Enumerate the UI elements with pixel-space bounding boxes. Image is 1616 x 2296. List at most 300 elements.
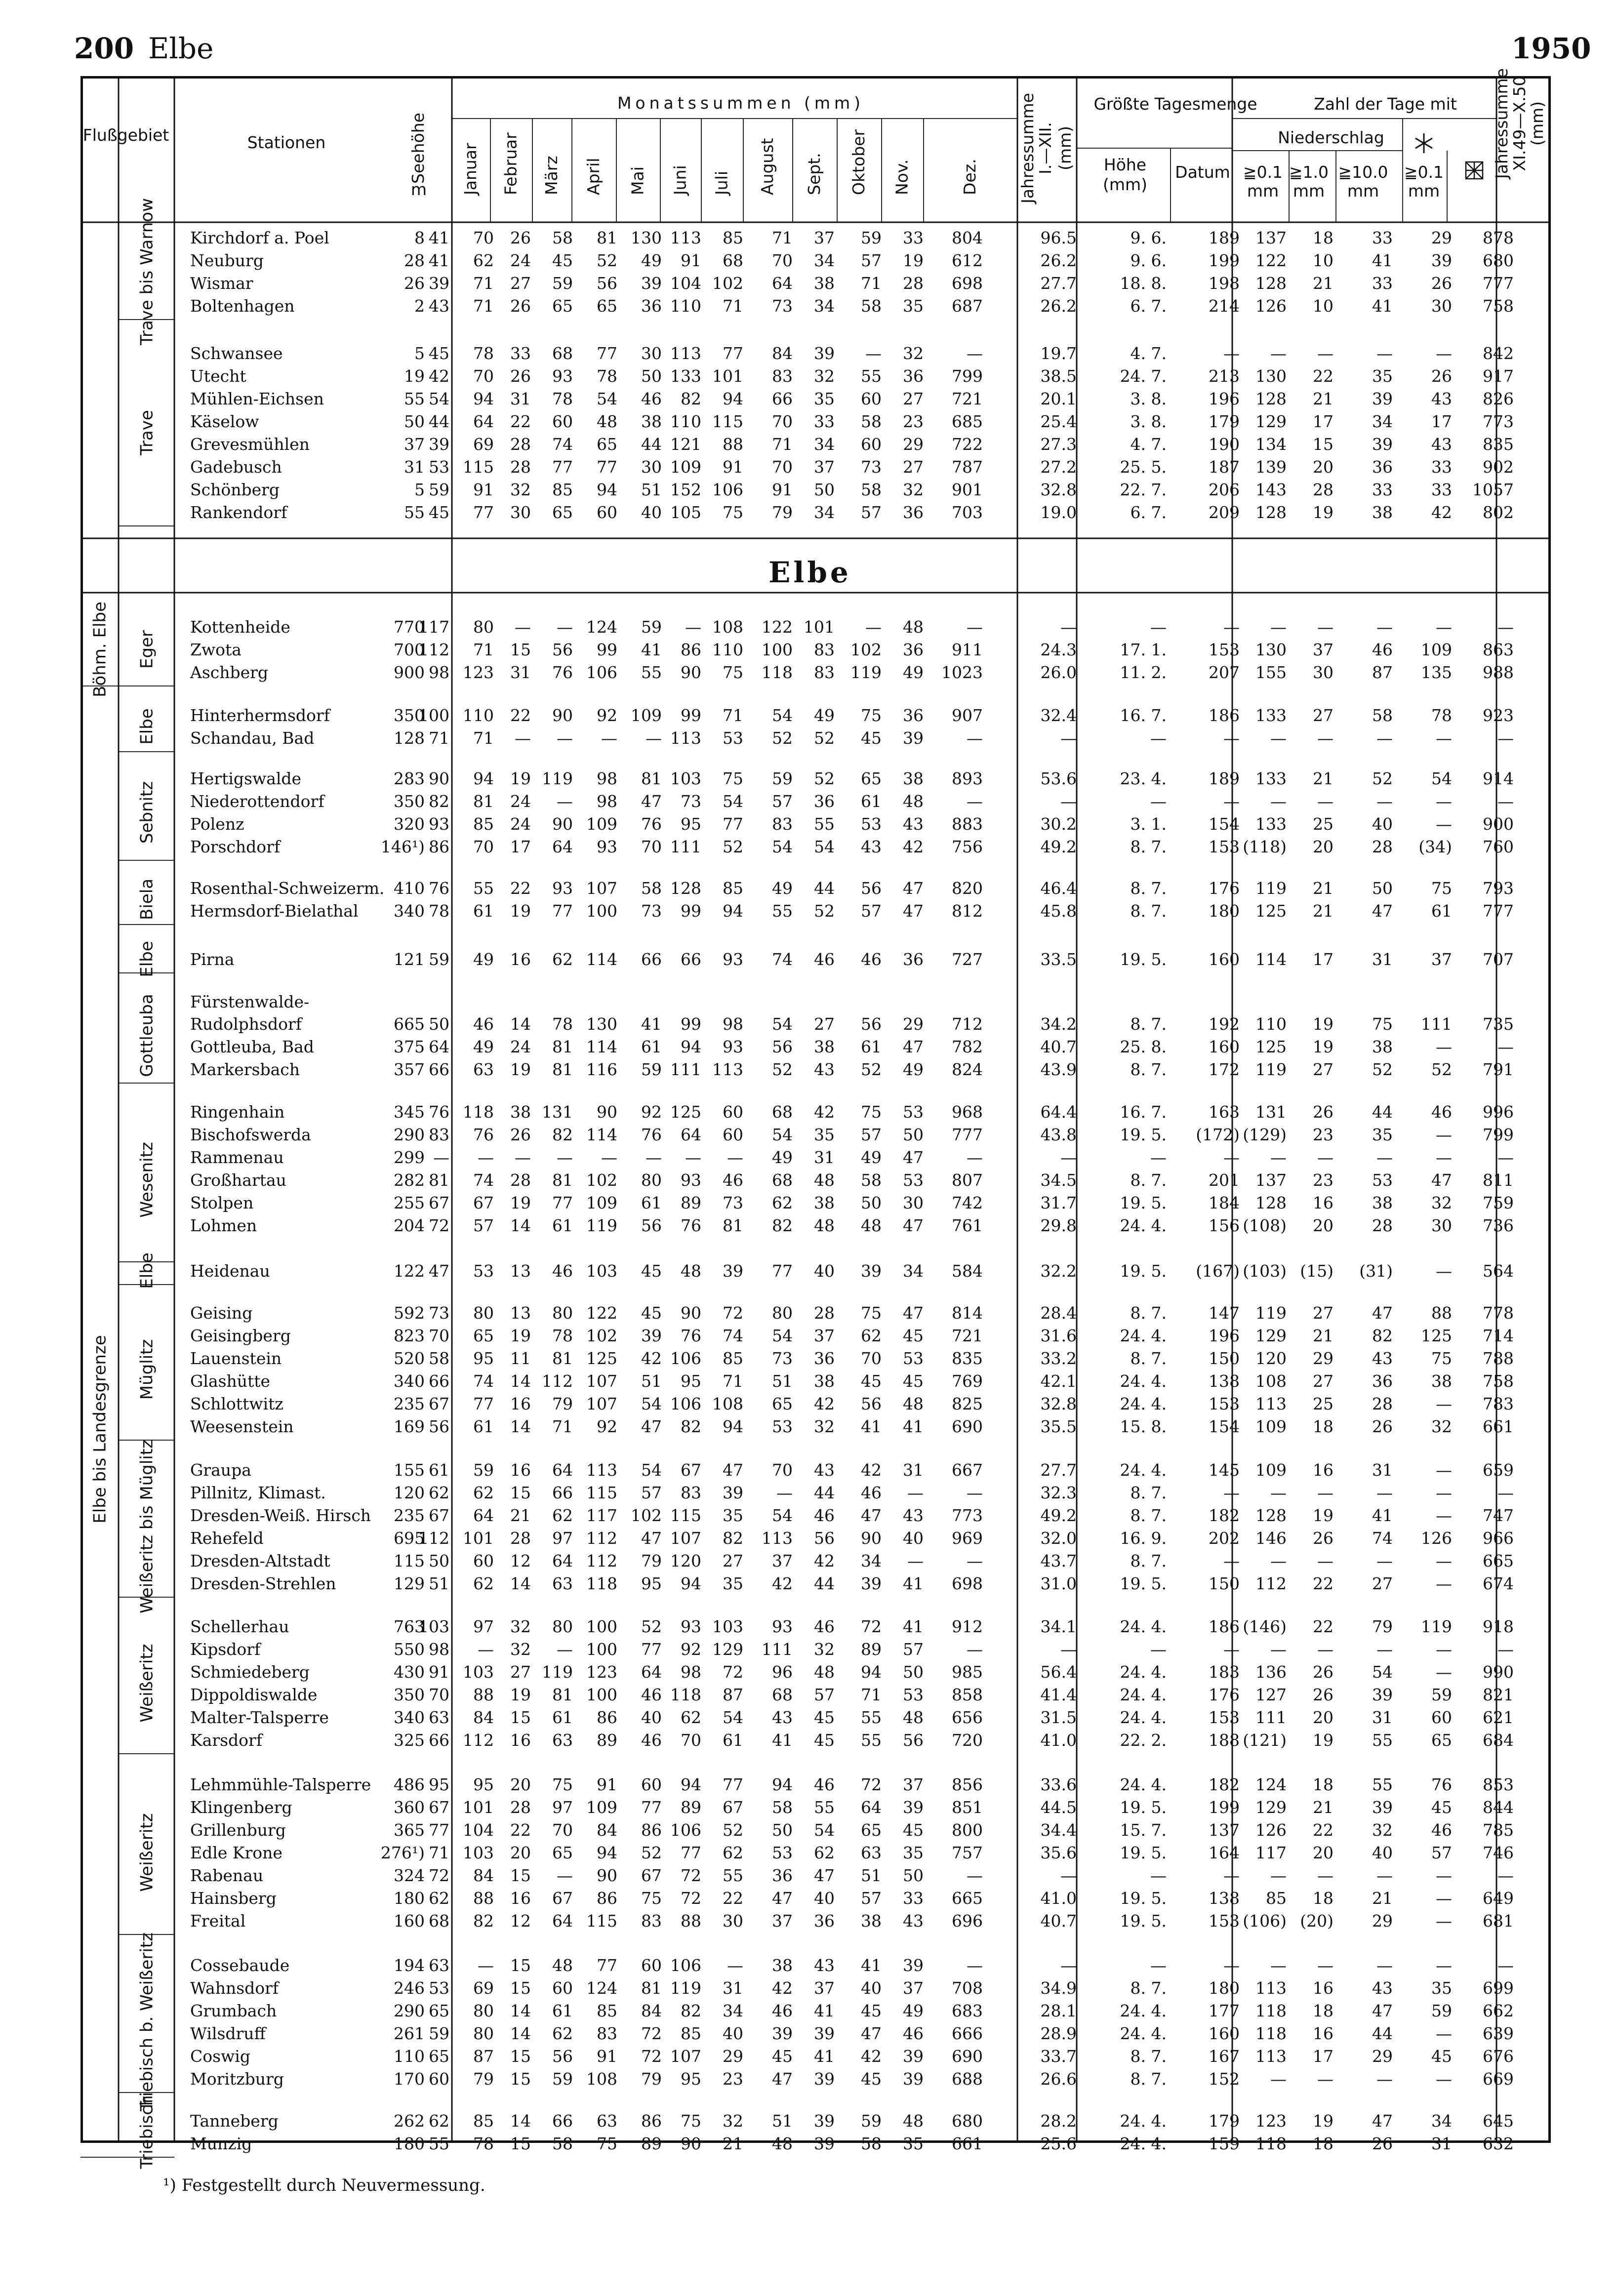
table-cell: 38	[1372, 503, 1393, 522]
table-cell: 41	[1372, 251, 1393, 270]
table-cell: 82	[552, 1125, 573, 1144]
table-cell: 853	[1483, 1775, 1514, 1794]
table-row	[190, 837, 1514, 856]
table-cell: 18	[1313, 2134, 1333, 2153]
table-cell: 69	[473, 1978, 494, 1998]
table-cell: —	[1436, 1460, 1452, 1480]
page-river: Elbe	[148, 32, 214, 65]
table-row	[190, 1662, 1514, 1682]
table-cell: 34.4	[1040, 1820, 1077, 1840]
table-cell: 824	[952, 1060, 983, 1079]
table-cell: 109	[1421, 640, 1452, 659]
table-cell: 282	[394, 1170, 425, 1190]
table-cell: 4. 7.	[1130, 344, 1167, 363]
table-cell: 49	[473, 950, 494, 969]
table-cell: 24. 4.	[1120, 2134, 1167, 2153]
table-cell: 49.2	[1040, 837, 1077, 856]
table-cell: 56	[552, 2047, 573, 2066]
table-cell: 695	[394, 1529, 425, 1548]
header-mm: mm	[1293, 181, 1325, 201]
table-cell: 21	[1313, 389, 1333, 408]
table-cell: 27	[1313, 1303, 1333, 1323]
table-cell: 60	[597, 503, 617, 522]
table-cell: 209	[1209, 503, 1240, 522]
table-cell: 54	[772, 837, 793, 856]
table-cell: 18. 8.	[1120, 274, 1167, 293]
table-cell: 34	[1372, 412, 1393, 431]
table-cell: 36	[814, 1911, 835, 1931]
table-cell: 153	[1209, 1911, 1240, 1931]
table-cell: 26	[1313, 1529, 1333, 1548]
table-cell: 28.9	[1040, 2024, 1077, 2043]
table-cell: 47	[903, 1303, 924, 1323]
table-cell: 70	[772, 412, 793, 431]
table-cell: 94	[681, 1574, 701, 1593]
table-cell: 59	[861, 2111, 882, 2131]
table-cell: —	[557, 728, 573, 748]
table-cell: 56	[903, 1731, 924, 1750]
table-cell: —	[1150, 728, 1167, 748]
table-cell: 84	[473, 1708, 494, 1727]
table-cell: 325	[394, 1731, 425, 1750]
table-cell: 11	[510, 1349, 531, 1368]
table-cell: 128	[1255, 503, 1287, 522]
table-cell: 55	[641, 663, 662, 682]
table-row	[190, 1640, 1514, 1659]
table-cell: 84	[473, 1866, 494, 1885]
table-cell: 30	[641, 344, 662, 363]
table-cell: 75	[1372, 1014, 1393, 1034]
table-row	[190, 1889, 1514, 1908]
table-cell: 43	[814, 1956, 835, 1975]
table-cell: 53	[903, 1349, 924, 1368]
table-cell: 71	[772, 228, 793, 247]
table-cell: —	[1150, 1866, 1167, 1885]
table-cell: 71	[772, 435, 793, 454]
table-cell: 115	[712, 412, 743, 431]
table-cell: 131	[1255, 1102, 1287, 1122]
table-cell: 30	[723, 1911, 743, 1931]
table-cell: 39	[903, 2047, 924, 2066]
table-cell: 109	[586, 1798, 617, 1817]
table-cell: 37	[1431, 950, 1452, 969]
table-cell: 180	[394, 1889, 425, 1908]
table-cell: 46	[861, 1483, 882, 1502]
table-cell: 119	[850, 663, 882, 682]
table-cell: 60	[861, 389, 882, 408]
station-name: Cossebaude	[190, 1956, 290, 1975]
table-cell: 118	[1255, 2134, 1287, 2153]
table-cell: 75	[723, 503, 743, 522]
table-cell: 78	[429, 901, 449, 921]
station-name: Malter-Talsperre	[190, 1708, 329, 1727]
table-cell: 77	[473, 503, 494, 522]
station-name: Dresden-Weiß. Hirsch	[190, 1506, 371, 1525]
table-cell: —	[557, 617, 573, 637]
table-cell: —	[967, 792, 983, 811]
header-snow-col: ≧0.1	[1404, 162, 1444, 182]
table-cell: 67	[552, 1889, 573, 1908]
table-cell: —	[1317, 2069, 1333, 2089]
table-cell: 777	[1483, 901, 1514, 921]
table-cell: 13	[510, 1261, 531, 1281]
month-header: Mai	[628, 166, 647, 195]
table-cell: 70	[473, 366, 494, 386]
table-cell: 39	[814, 344, 835, 363]
table-row	[190, 814, 1514, 834]
table-cell: 26.2	[1040, 296, 1077, 316]
table-cell: 106	[670, 1956, 701, 1975]
table-cell: 59	[1431, 1685, 1452, 1704]
table-cell: 90	[552, 814, 573, 834]
table-cell: 24. 4.	[1120, 2024, 1167, 2043]
table-cell: 19	[903, 251, 924, 270]
table-cell: 23	[1313, 1125, 1333, 1144]
table-cell: 70	[681, 1731, 701, 1750]
table-cell: —	[1150, 617, 1167, 637]
table-cell: 114	[586, 1037, 617, 1056]
table-cell: 48	[903, 1708, 924, 1727]
table-cell: 125	[670, 1102, 701, 1122]
table-cell: 47	[772, 2069, 793, 2089]
table-cell: 25.6	[1040, 2134, 1077, 2153]
table-cell: 700	[394, 640, 425, 659]
table-cell: 708	[952, 1978, 983, 1998]
table-cell: 34	[814, 251, 835, 270]
table-cell: —	[1270, 792, 1287, 811]
table-cell: 45	[429, 344, 449, 363]
table-cell: 34.9	[1040, 1978, 1077, 1998]
table-cell: 72	[861, 1775, 882, 1794]
table-cell: 78	[552, 389, 573, 408]
table-cell: 35	[814, 1125, 835, 1144]
table-cell: 760	[1483, 837, 1514, 856]
table-cell: 68	[429, 1911, 449, 1931]
table-cell: 37	[903, 1775, 924, 1794]
table-cell: (121)	[1243, 1731, 1287, 1750]
table-cell: 57	[814, 1685, 835, 1704]
table-cell: 66	[641, 950, 662, 969]
table-cell: 68	[772, 1170, 793, 1190]
table-cell: 145	[1209, 1460, 1240, 1480]
table-cell: 113	[586, 1460, 617, 1480]
table-cell: 33	[1372, 274, 1393, 293]
table-cell: 99	[681, 706, 701, 725]
table-cell: 56	[861, 879, 882, 898]
table-cell: 48	[814, 1170, 835, 1190]
station-name: Grevesmühlen	[190, 435, 310, 454]
table-cell: —	[1436, 2024, 1452, 2043]
table-cell: 19	[404, 366, 425, 386]
table-cell: —	[1317, 1551, 1333, 1571]
table-cell: —	[1436, 814, 1452, 834]
table-cell: 54	[641, 1394, 662, 1413]
table-cell: 42	[641, 1349, 662, 1368]
table-cell: —	[557, 1148, 573, 1167]
table-cell: 117	[586, 1506, 617, 1525]
table-cell: 87	[1372, 663, 1393, 682]
table-cell: 70	[429, 1326, 449, 1345]
table-cell: 89	[861, 1640, 882, 1659]
table-cell: 109	[670, 457, 701, 477]
table-cell: 4. 7.	[1130, 435, 1167, 454]
table-cell: —	[1436, 1956, 1452, 1975]
table-cell: 107	[586, 1371, 617, 1391]
table-cell: 115	[394, 1551, 425, 1571]
table-cell: 66	[552, 1483, 573, 1502]
table-cell: 758	[1483, 1371, 1514, 1391]
table-cell: 131	[542, 1102, 573, 1122]
table-cell: 53	[429, 1978, 449, 1998]
header-mm: mm	[1347, 181, 1379, 201]
table-cell: 106	[712, 480, 743, 499]
table-cell: 17	[1313, 950, 1333, 969]
table-cell: 73	[772, 1349, 793, 1368]
table-cell: 101	[463, 1529, 494, 1548]
table-cell: 77	[641, 1798, 662, 1817]
table-cell: 164	[1209, 1843, 1240, 1862]
table-cell: 56	[861, 1394, 882, 1413]
table-cell: 28.2	[1040, 2111, 1077, 2131]
table-cell: 71	[861, 1685, 882, 1704]
table-cell: 46	[641, 1731, 662, 1750]
table-cell: 152	[670, 480, 701, 499]
table-cell: 14	[510, 1014, 531, 1034]
table-cell: 666	[952, 2024, 983, 2043]
table-cell: 47	[1372, 901, 1393, 921]
table-cell: 914	[1483, 769, 1514, 788]
table-cell: 74	[772, 950, 793, 969]
station-name: Heidenau	[190, 1261, 270, 1281]
table-cell: 40.7	[1040, 1911, 1077, 1931]
table-cell: 893	[952, 769, 983, 788]
table-cell: 656	[952, 1708, 983, 1727]
table-cell: 81	[552, 1060, 573, 1079]
table-cell: 59	[429, 480, 449, 499]
table-cell: 33.5	[1040, 950, 1077, 969]
table-cell: 53	[723, 728, 743, 748]
table-row	[190, 1125, 1514, 1144]
table-cell: 8. 7.	[1130, 1506, 1167, 1525]
table-cell: 47	[641, 792, 662, 811]
table-cell: 968	[952, 1102, 983, 1122]
table-cell: 38	[510, 1102, 531, 1122]
table-cell: —	[1497, 617, 1514, 637]
table-cell: 46	[814, 1506, 835, 1525]
table-cell: 51	[641, 480, 662, 499]
table-cell: 80	[772, 1303, 793, 1323]
table-cell: 76	[641, 1125, 662, 1144]
table-cell: 42	[861, 2047, 882, 2066]
table-cell: 121	[670, 435, 701, 454]
table-cell: 290	[394, 1125, 425, 1144]
table-cell: 59	[772, 769, 793, 788]
station-name: Utecht	[190, 366, 246, 386]
table-cell: 35	[814, 389, 835, 408]
table-cell: 8. 7.	[1130, 1303, 1167, 1323]
table-cell: 16	[510, 1889, 531, 1908]
table-cell: 55	[814, 1798, 835, 1817]
table-cell: 91	[597, 2047, 617, 2066]
table-cell: 37	[772, 1551, 793, 1571]
table-cell: 20	[510, 1843, 531, 1862]
table-cell: 24. 4.	[1120, 1662, 1167, 1682]
table-cell: —	[1150, 1640, 1167, 1659]
table-cell: 60	[473, 1551, 494, 1571]
table-cell: 62	[429, 1483, 449, 1502]
table-cell: 113	[712, 1060, 743, 1079]
table-cell: 78	[473, 344, 494, 363]
table-cell: 27	[1313, 1371, 1333, 1391]
table-cell: 93	[681, 1170, 701, 1190]
table-row	[190, 480, 1514, 499]
table-cell: —	[1270, 1866, 1287, 1885]
table-cell: 86	[641, 1820, 662, 1840]
table-cell: 28.1	[1040, 2001, 1077, 2020]
header-last-b: XI.49—X.50	[1510, 76, 1529, 171]
table-cell: 65	[772, 1394, 793, 1413]
table-cell: 902	[1483, 457, 1514, 477]
table-cell: 29	[1313, 1349, 1333, 1368]
table-cell: 773	[1483, 412, 1514, 431]
table-cell: 100	[586, 901, 617, 921]
table-cell: 43.7	[1040, 1551, 1077, 1571]
table-cell: 100	[586, 1617, 617, 1636]
table-cell: (20)	[1300, 1911, 1333, 1931]
table-cell: —	[967, 617, 983, 637]
table-cell: 54	[772, 1326, 793, 1345]
table-row	[190, 1731, 1514, 1750]
table-cell: 47	[429, 1261, 449, 1281]
table-cell: 94	[772, 1775, 793, 1794]
month-header: Juni	[670, 165, 690, 195]
station-name: Graupa	[190, 1460, 251, 1480]
table-cell: 55	[473, 879, 494, 898]
table-cell: 632	[1483, 2134, 1514, 2153]
table-cell: 823	[394, 1326, 425, 1345]
group-label: Triebisch	[137, 2095, 157, 2169]
header-jahr-range: I.—XII.	[1036, 122, 1055, 174]
table-cell: 202	[1209, 1529, 1240, 1548]
table-cell: 35	[1372, 1125, 1393, 1144]
table-cell: 86	[429, 837, 449, 856]
table-cell: 33	[1372, 480, 1393, 499]
table-cell: 31	[903, 1460, 924, 1480]
table-cell: 584	[952, 1261, 983, 1281]
table-cell: 54	[772, 1506, 793, 1525]
group-label: Trave bis Warnow	[137, 198, 157, 345]
station-name: Kirchdorf a. Poel	[190, 228, 329, 247]
table-cell: 123	[1255, 2111, 1287, 2131]
header-nd-col: ≧1.0	[1289, 162, 1329, 182]
table-cell: 807	[952, 1170, 983, 1190]
table-cell: 81	[597, 228, 617, 247]
table-cell: 22	[1313, 1574, 1333, 1593]
table-cell: 79	[641, 2069, 662, 2089]
station-name: Klingenberg	[190, 1798, 292, 1817]
station-name: Schwansee	[190, 344, 283, 363]
table-cell: 75	[1431, 879, 1452, 898]
table-cell: 71	[723, 706, 743, 725]
table-cell: 45	[861, 1371, 882, 1391]
table-cell: 19.7	[1040, 344, 1077, 363]
table-cell: 30	[1431, 1216, 1452, 1235]
table-cell: 39	[861, 1261, 882, 1281]
table-cell: 365	[394, 1820, 425, 1840]
table-cell: 60	[552, 1978, 573, 1998]
table-cell: 55	[772, 901, 793, 921]
table-cell: —	[1376, 1640, 1393, 1659]
table-cell: 61	[861, 1037, 882, 1056]
table-cell: 59	[641, 617, 662, 637]
station-name: Rammenau	[190, 1148, 284, 1167]
table-cell: 47	[903, 1037, 924, 1056]
table-cell: 923	[1483, 706, 1514, 725]
table-cell: —	[515, 728, 531, 748]
table-cell: 45	[552, 251, 573, 270]
table-cell: 969	[952, 1529, 983, 1548]
table-cell: 39	[1372, 1685, 1393, 1704]
table-cell: 787	[952, 457, 983, 477]
table-cell: 54	[772, 1014, 793, 1034]
table-cell: 53	[772, 1843, 793, 1862]
table-cell: 34.2	[1040, 1014, 1077, 1034]
table-cell: 29	[723, 2047, 743, 2066]
table-cell: 45	[903, 1326, 924, 1345]
table-cell: 71	[473, 296, 494, 316]
table-row	[190, 769, 1514, 788]
table-cell: 11. 2.	[1120, 663, 1167, 682]
table-cell: 52	[814, 901, 835, 921]
table-cell: 194	[394, 1956, 425, 1975]
table-cell: 28	[510, 457, 531, 477]
table-cell: —	[1317, 1483, 1333, 1502]
header-last-unit: (mm)	[1528, 101, 1547, 146]
table-cell: 107	[670, 1529, 701, 1548]
table-cell: 66	[552, 2111, 573, 2131]
table-cell: 39	[1431, 251, 1452, 270]
table-cell: 103	[586, 1261, 617, 1281]
station-name: Grillenburg	[190, 1820, 286, 1840]
table-cell: 38	[1431, 1371, 1452, 1391]
table-cell: 93	[772, 1617, 793, 1636]
table-cell: 111	[1255, 1708, 1287, 1727]
table-cell: 82	[723, 1529, 743, 1548]
table-cell: 33.6	[1040, 1775, 1077, 1794]
table-row	[190, 1798, 1514, 1817]
table-cell: 714	[1483, 1326, 1514, 1345]
table-cell: 690	[952, 1417, 983, 1436]
table-cell: 64	[473, 412, 494, 431]
station-name: Niederottendorf	[190, 792, 324, 811]
table-cell: 15. 7.	[1120, 1820, 1167, 1840]
table-cell: 147	[1209, 1303, 1240, 1323]
table-cell: 996	[1483, 1102, 1514, 1122]
header-stationen: Stationen	[247, 133, 326, 152]
table-cell: 76	[429, 879, 449, 898]
table-cell: 246	[394, 1978, 425, 1998]
table-cell: 720	[952, 1731, 983, 1750]
table-cell: 40	[641, 1708, 662, 1727]
table-cell: 58	[861, 1170, 882, 1190]
table-cell: 93	[681, 1617, 701, 1636]
table-cell: (15)	[1300, 1261, 1333, 1281]
table-cell: 777	[952, 1125, 983, 1144]
table-cell: 44	[1372, 2024, 1393, 2043]
table-cell: 53	[903, 1170, 924, 1190]
table-cell: 86	[597, 1889, 617, 1908]
table-cell: 5	[414, 480, 425, 499]
